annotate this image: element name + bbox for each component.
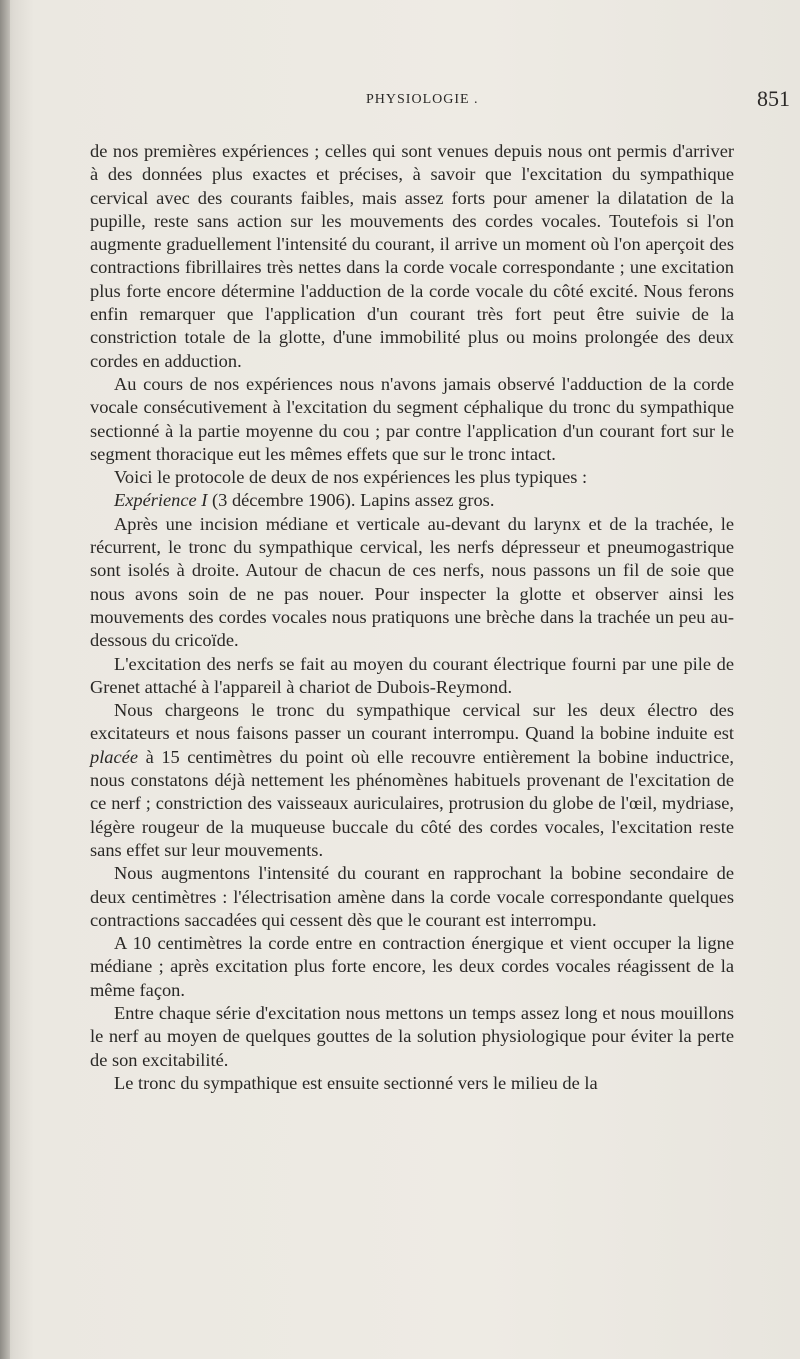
experience-details: (3 décembre 1906). Lapins assez gros. (207, 490, 495, 511)
experience-label: Expérience I (114, 490, 208, 511)
running-title: PHYSIOLOGIE . (366, 92, 479, 107)
placee-emphasis: placée (90, 746, 138, 767)
paragraph-8: A 10 centimètres la corde entre en contraction énergique et vient occuper la ligne médiane ; après excitation plus forte encore, les deux cordes vocales réagissent de la même façon. (90, 933, 734, 1000)
paragraph-1: de nos premières expériences ; celles qui sont venues depuis nous ont permis d'arriver à des données plus exactes et précises, à savoir que l'excitation du sympathique cervical avec des courants faibles, mais assez forts pour amener la dilatation de la pupille, reste sans action sur les mouvements des cordes vocales. Toutefois si l'on augmente graduellement l'intensité du courant, il arrive un moment où l'on aperçoit des contractions fibrillaires très nettes dans la corde vocale correspondante ; une excitation plus forte encore détermine l'adduction de la corde vocale du côté excité. Nous ferons enfin remarquer que l'application d'un courant très fort peut être suivie de la constriction totale de la glotte, d'une immobilité plus ou moins prolongée des deux cordes en adduction. (90, 141, 734, 371)
paragraph-9: Entre chaque série d'excitation nous mettons un temps assez long et nous mouillons le nerf au moyen de quelques gouttes de la solution physiologique pour éviter la perte de son excitabilité. (90, 1002, 734, 1070)
paragraph-2: Au cours de nos expériences nous n'avons jamais observé l'adduction de la corde vocale consécutivement à l'excitation du segment céphalique du tronc du sympathique sectionné à la partie moyenne du cou ; par contre l'application d'un courant fort sur le segment thoracique eut les mêmes effets que sur le tronc intact. (90, 373, 734, 464)
paragraph-3: Voici le protocole de deux de nos expériences les plus typiques : (114, 467, 588, 488)
page-number: 851 (757, 86, 790, 111)
paragraph-6 (90, 699, 734, 862)
paragraph-6-end: à 15 centimètres du point où elle recouvre entièrement la bobine inductrice, nous constatons déjà nettement les phénomènes habituels provenant de l'excitation de ce nerf ; constriction des vaisseaux auriculaires, protrusion du globe de l'œil, mydriase, légère rougeur de la muqueuse buccale du côté des cordes vocales, l'excitation reste sans effet sur leur mouvements. (90, 746, 734, 860)
paragraph-5: L'excitation des nerfs se fait au moyen du courant électrique fourni par une pile de Grenet attaché à l'appareil à chariot de Dubois-Reymond. (90, 653, 734, 697)
paragraph-4: Après une incision médiane et verticale au-devant du larynx et de la trachée, le récurrent, le tronc du sympathique cervical, les nerfs dépresseur et pneumogastrique sont isolés à droite. Autour de chacun de ces nerfs, nous passons un fil de soie que nous avons soin de ne pas nouer. Pour inspecter la glotte et observer ainsi les mouvements des cordes vocales nous pratiquons une brèche dans la trachée un peu au-dessous du cricoïde. (90, 513, 734, 651)
book-spine-shadow (0, 0, 10, 1359)
paragraph-7: Nous augmentons l'intensité du courant en rapprochant la bobine secondaire de deux centimètres : l'électrisation amène dans la corde vocale correspondante quelques contractions saccadées qui cessent dès que le courant est interrompu. (90, 863, 734, 930)
paragraph-6-start: Nous chargeons le tronc du sympathique cervical sur les deux électro des excitateurs et nous faisons passer un courant interrompu. Quand la bobine induite est (90, 700, 734, 744)
paragraph-10: Le tronc du sympathique est ensuite sectionné vers le milieu de la (114, 1072, 598, 1093)
page-header (90, 88, 790, 118)
body-text (90, 140, 734, 1095)
experience-heading (90, 489, 734, 512)
